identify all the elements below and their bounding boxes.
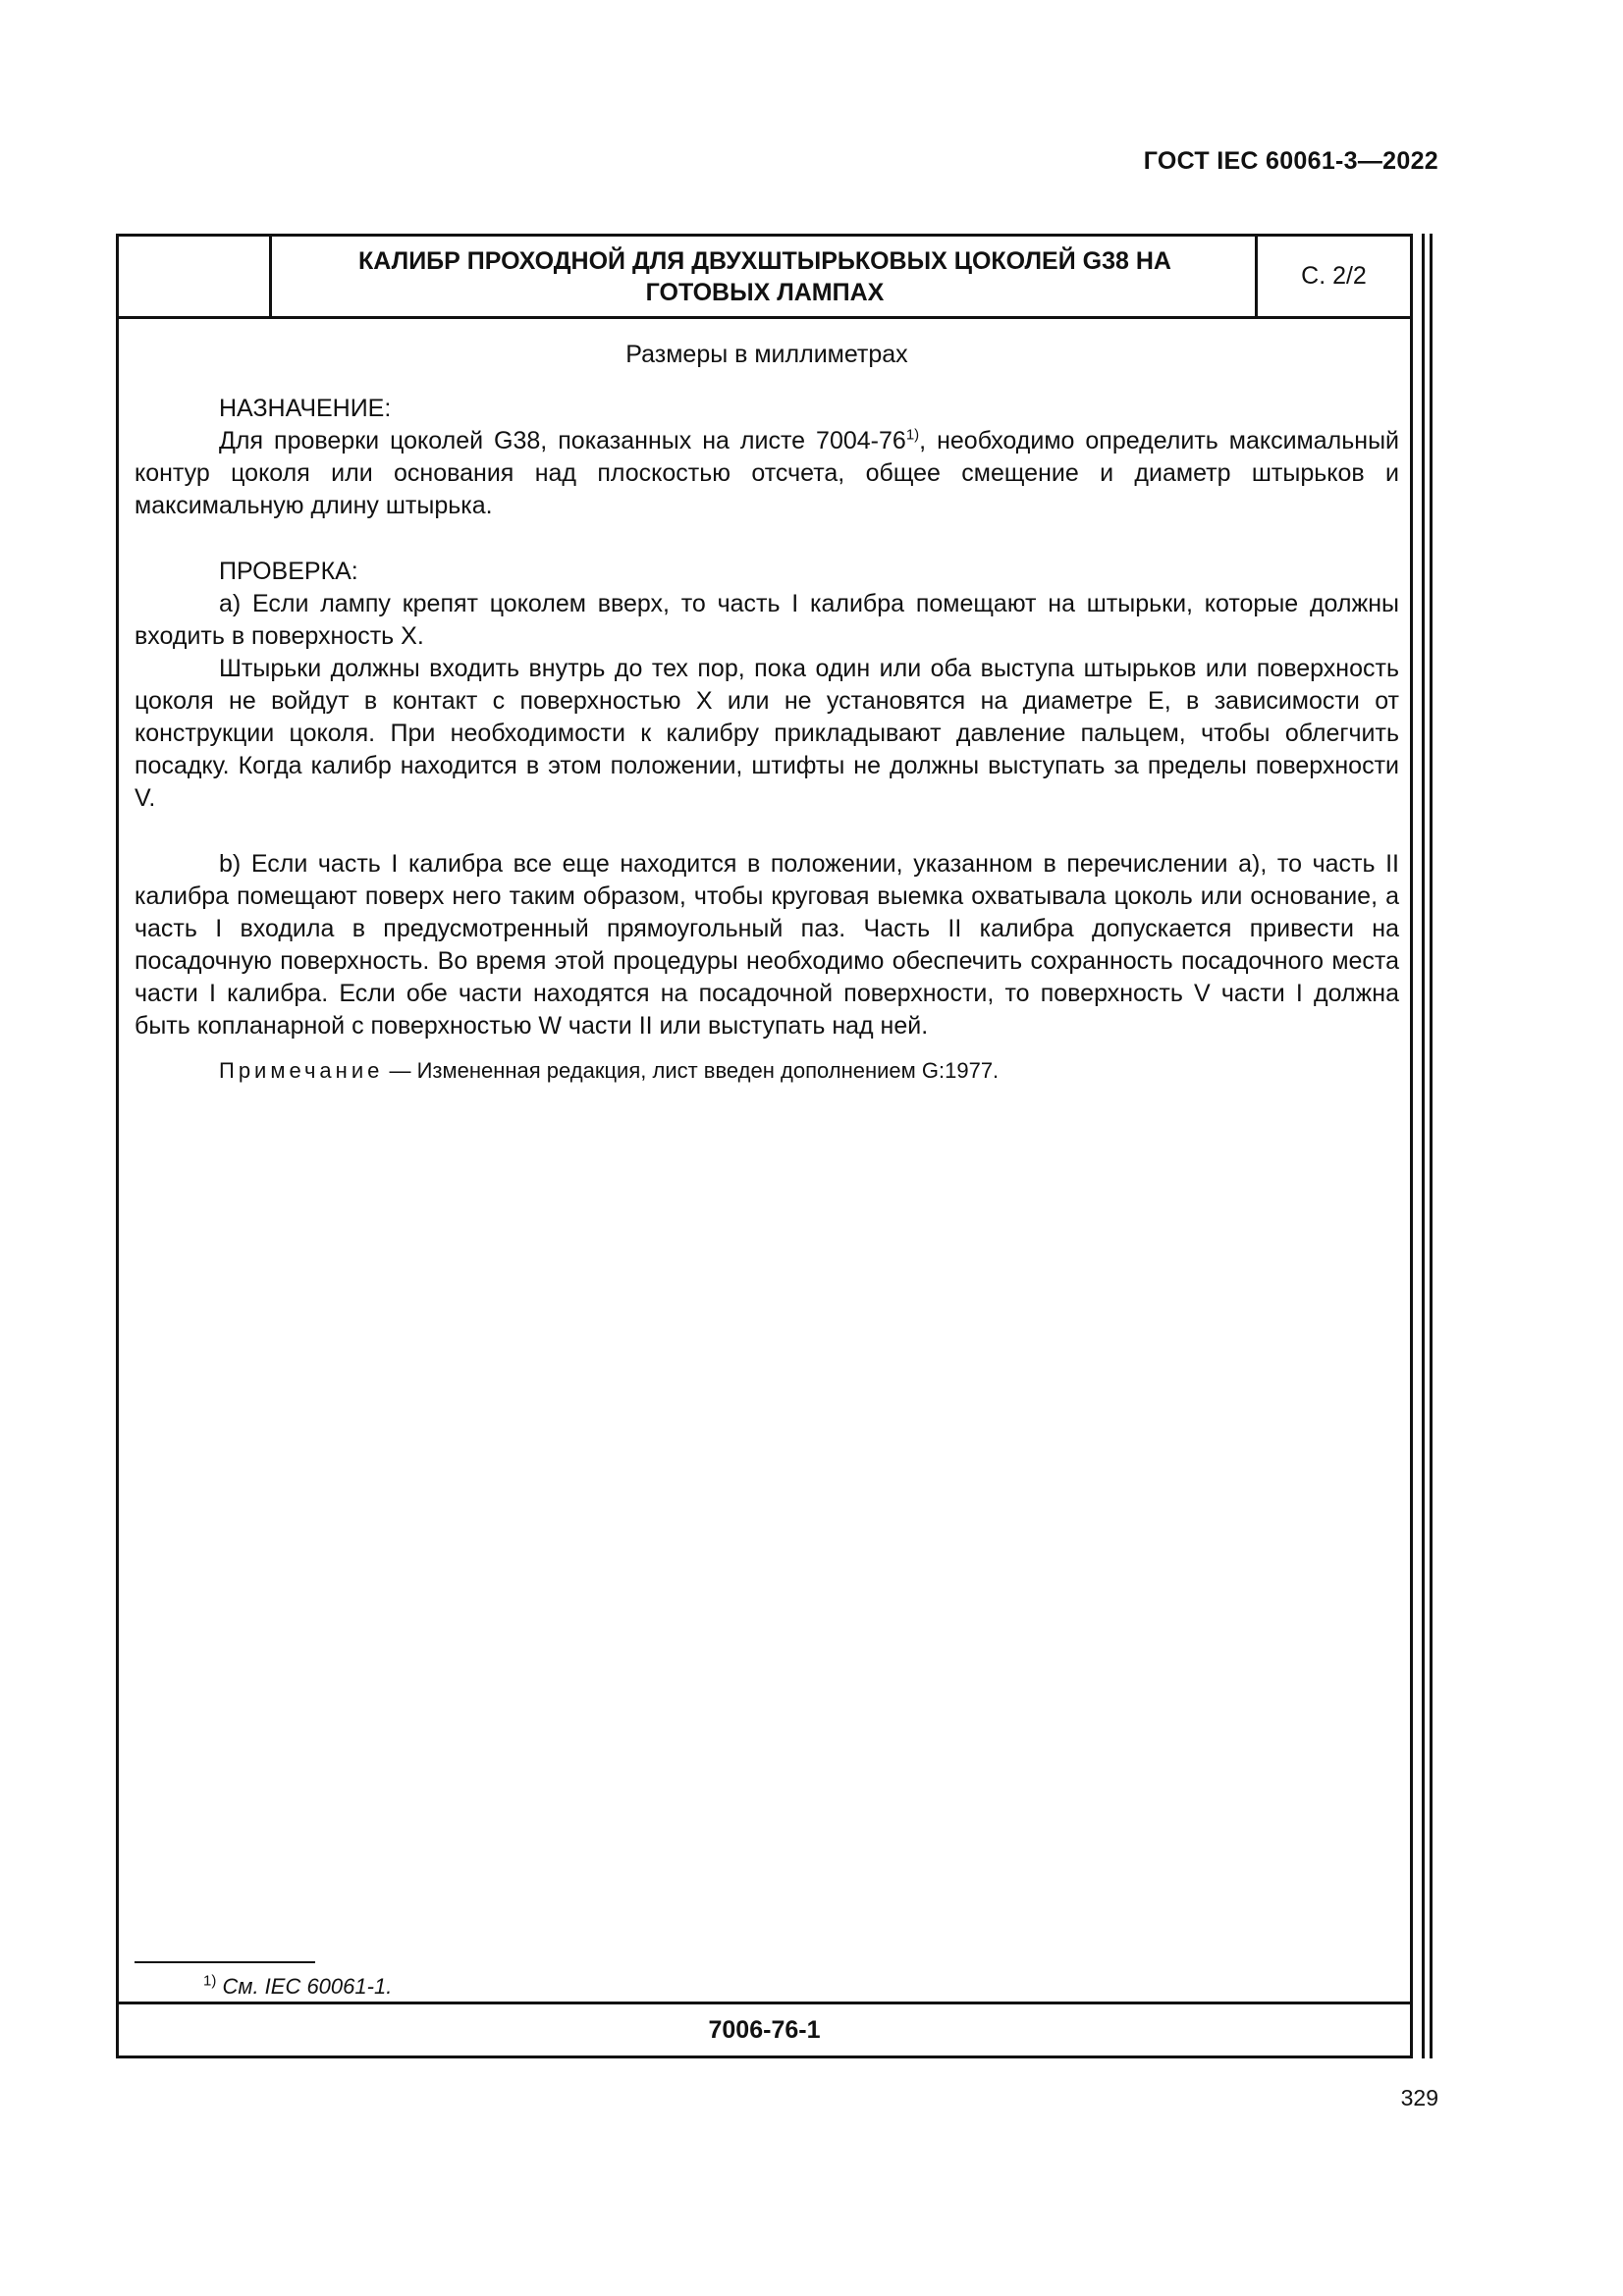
purpose-paragraph [135,425,1399,522]
check-heading: ПРОВЕРКА: [219,558,358,585]
footnote-divider [135,1961,315,1963]
frame-side-rail [1422,234,1425,2058]
dimensions-note: Размеры в миллиметрах [625,341,908,368]
purpose-heading: НАЗНАЧЕНИЕ: [219,395,392,422]
frame-side-rail [1430,234,1433,2058]
sheet-code: 7006-76-1 [119,2002,1410,2056]
footnote [203,1972,392,2002]
footnote-marker: 1) [203,1972,217,1990]
title-block-blank-cell [119,237,272,316]
spacer [135,815,1399,848]
title-block [119,237,1410,319]
footnote-text: См. IEC 60061-1. [222,1974,393,1999]
check-item-a-continued: Штырьки должны входить внутрь до тех пор, пока один или оба выступа штырьков или поверхность цоколя не войдут в контакт с поверхностью X или не установятся на диаметре E, в зависимости от конструкции цоколя. При необходимости к калибру прикладывают давление пальцем, чтобы облегчить посадку. Когда калибр находится в этом положении, штифты не должны выступать за пределы поверхности V. [135,655,1399,812]
document-standard-header: ГОСТ IEC 60061-3—2022 [1143,147,1438,175]
sheet-content [135,339,1399,1086]
check-item-b: b) Если часть I калибра все еще находится в положении, указанном в перечислении a), то часть II калибра помещают поверх него таким образом, чтобы круговая выемка охватывала цоколь или основание, а часть I входила в предусмотренный прямоугольный паз. Часть II калибра допускается привести на посадочную поверхность. Во время этой процедуры необходимо обеспечить сохранность посадочного места части I калибра. Если обе части находятся на посадочной поверхности, то поверхность V части I должна быть копланарной с поверхностью W части II или выступать над ней. [135,850,1399,1040]
sheet-frame [116,234,1413,2058]
sheet-title: КАЛИБР ПРОХОДНОЙ ДЛЯ ДВУХШТЫРЬКОВЫХ ЦОКОЛЕЙ G38 НА ГОТОВЫХ ЛАМПАХ [358,246,1171,306]
note [135,1056,1399,1086]
purpose-text: Для проверки цоколей G38, показанных на листе 7004-76 [219,427,906,454]
sheet-number: С. 2/2 [1255,237,1410,316]
spacer [135,1042,1399,1056]
check-item-a: a) Если лампу крепят цоколем вверх, то часть I калибра помещают на штырьки, которые должны входить в поверхность X. [135,590,1399,650]
note-label: Примечание [219,1058,384,1083]
purpose-text-continued: , необходимо определить максимальный контур цоколя или основания над плоскостью отсчета, общее смещение и диаметр штырьков и максимальную длину штырька. [135,427,1400,519]
page-number: 329 [1400,2085,1438,2110]
note-text: — Измененная редакция, лист введен дополнением G:1977. [383,1058,1000,1083]
spacer [135,522,1399,556]
footnote-reference: 1) [905,426,920,444]
